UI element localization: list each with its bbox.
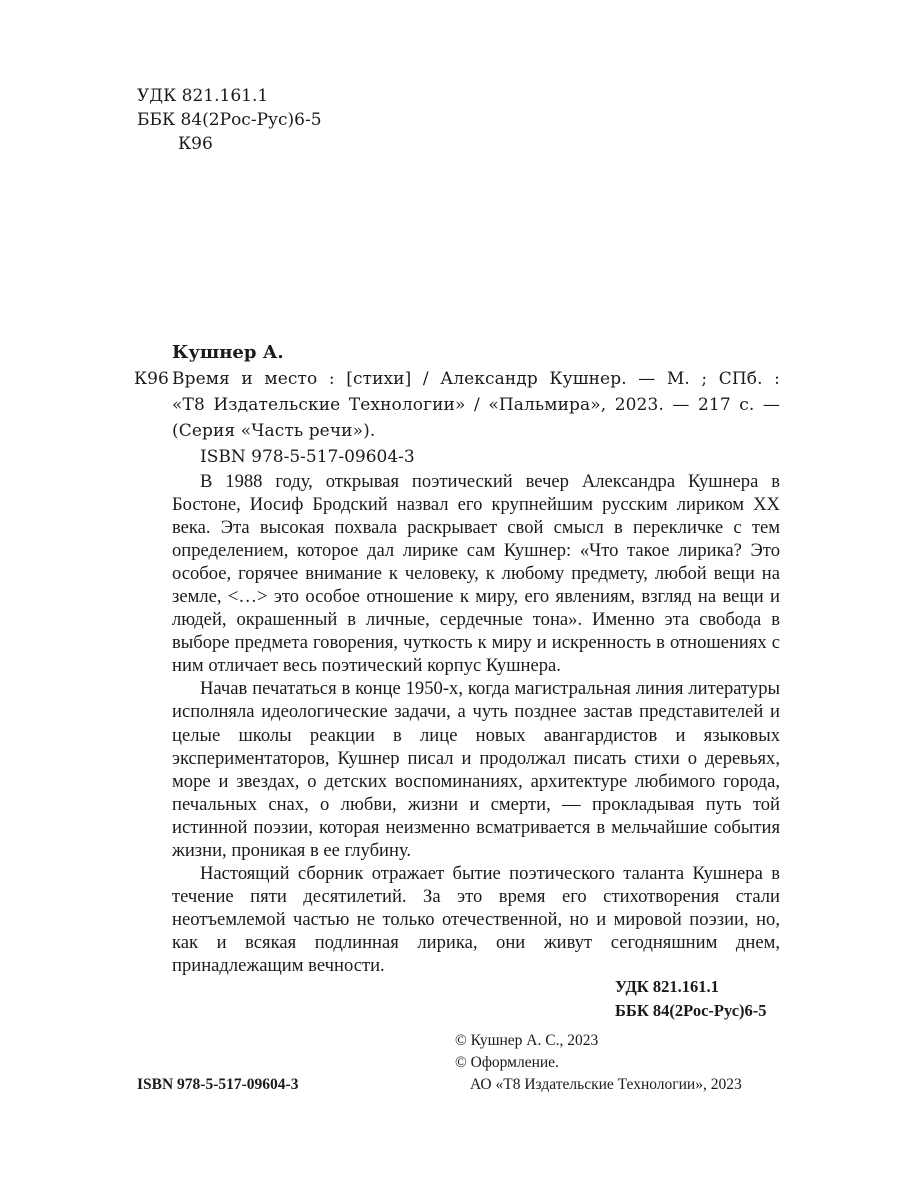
- copyright-design: © Оформление.: [455, 1054, 559, 1071]
- record-line: «Т8 Издательские Технологии» / «Пальмира», 2023. — 217 с. —: [172, 395, 780, 415]
- bbk-code: ББК 84(2Рос-Рус)6-5: [137, 110, 322, 130]
- record-description: [172, 366, 780, 444]
- isbn-footer: ISBN 978-5-517-09604-3: [137, 1076, 299, 1093]
- annotation-paragraph: Начав печататься в конце 1950-х, когда магистральная линия литературы исполняла идеологические задачи, а чуть позднее застав представителей и целые школы реакции в лице новых авангардистов и языковых экспериментаторов, Кушнер писал и продолжал писать стихи о деревьях, море и звездах, о детских воспоминаниях, архитектуре любимого города, печальных снах, о любви, жизни и смерти, — прокладывая путь той истинной поэзии, которая неизменно всматривается в мельчайшие события жизни, проникая в ее глубину.: [172, 678, 780, 861]
- index-bbk: ББК 84(2Рос-Рус)6-5: [615, 1001, 767, 1020]
- record-author: Кушнер А.: [172, 342, 284, 363]
- author-mark: К96: [178, 134, 213, 154]
- record-line: Время и место : [стихи] / Александр Кушнер. — М. ; СПб. :: [172, 369, 780, 389]
- copyright-author: © Кушнер А. С., 2023: [455, 1032, 599, 1049]
- record-author-mark: К96: [134, 369, 169, 389]
- copyright-publisher: АО «Т8 Издательские Технологии», 2023: [470, 1076, 742, 1093]
- record-line: (Серия «Часть речи»).: [172, 421, 376, 441]
- index-udk: УДК 821.161.1: [615, 977, 719, 996]
- record-isbn: ISBN 978-5-517-09604-3: [200, 447, 415, 467]
- annotation-paragraph: Настоящий сборник отражает бытие поэтического таланта Кушнера в течение пяти десятилетий. За это время его стихотворения стали неотъемлемой частью не только отечественной, но и мировой поэзии, но, как и всякая подлинная лирика, они живут сегодняшним днем, принадлежащим вечности.: [172, 862, 780, 976]
- annotation-paragraph: В 1988 году, открывая поэтический вечер Александра Кушнера в Бостоне, Иосиф Бродский назвал его крупнейшим русским лириком XX века. Эта высокая похвала раскрывает свой смысл в перекличке с тем определением, которое дал лирике сам Кушнер: «Что такое лирика? Это особое, горячее внимание к человеку, к любому предмету, любой вещи на земле, <…> это особое отношение к миру, его явлениям, взгляд на вещи и людей, окрашенный в личные, сердечные тона». Именно эта свобода в выборе предмета говорения, чуткость к миру и искренность в отношениях с ним отличает весь поэтический корпус Кушнера.: [172, 471, 780, 677]
- annotation: [172, 470, 780, 977]
- udk-code: УДК 821.161.1: [137, 86, 269, 106]
